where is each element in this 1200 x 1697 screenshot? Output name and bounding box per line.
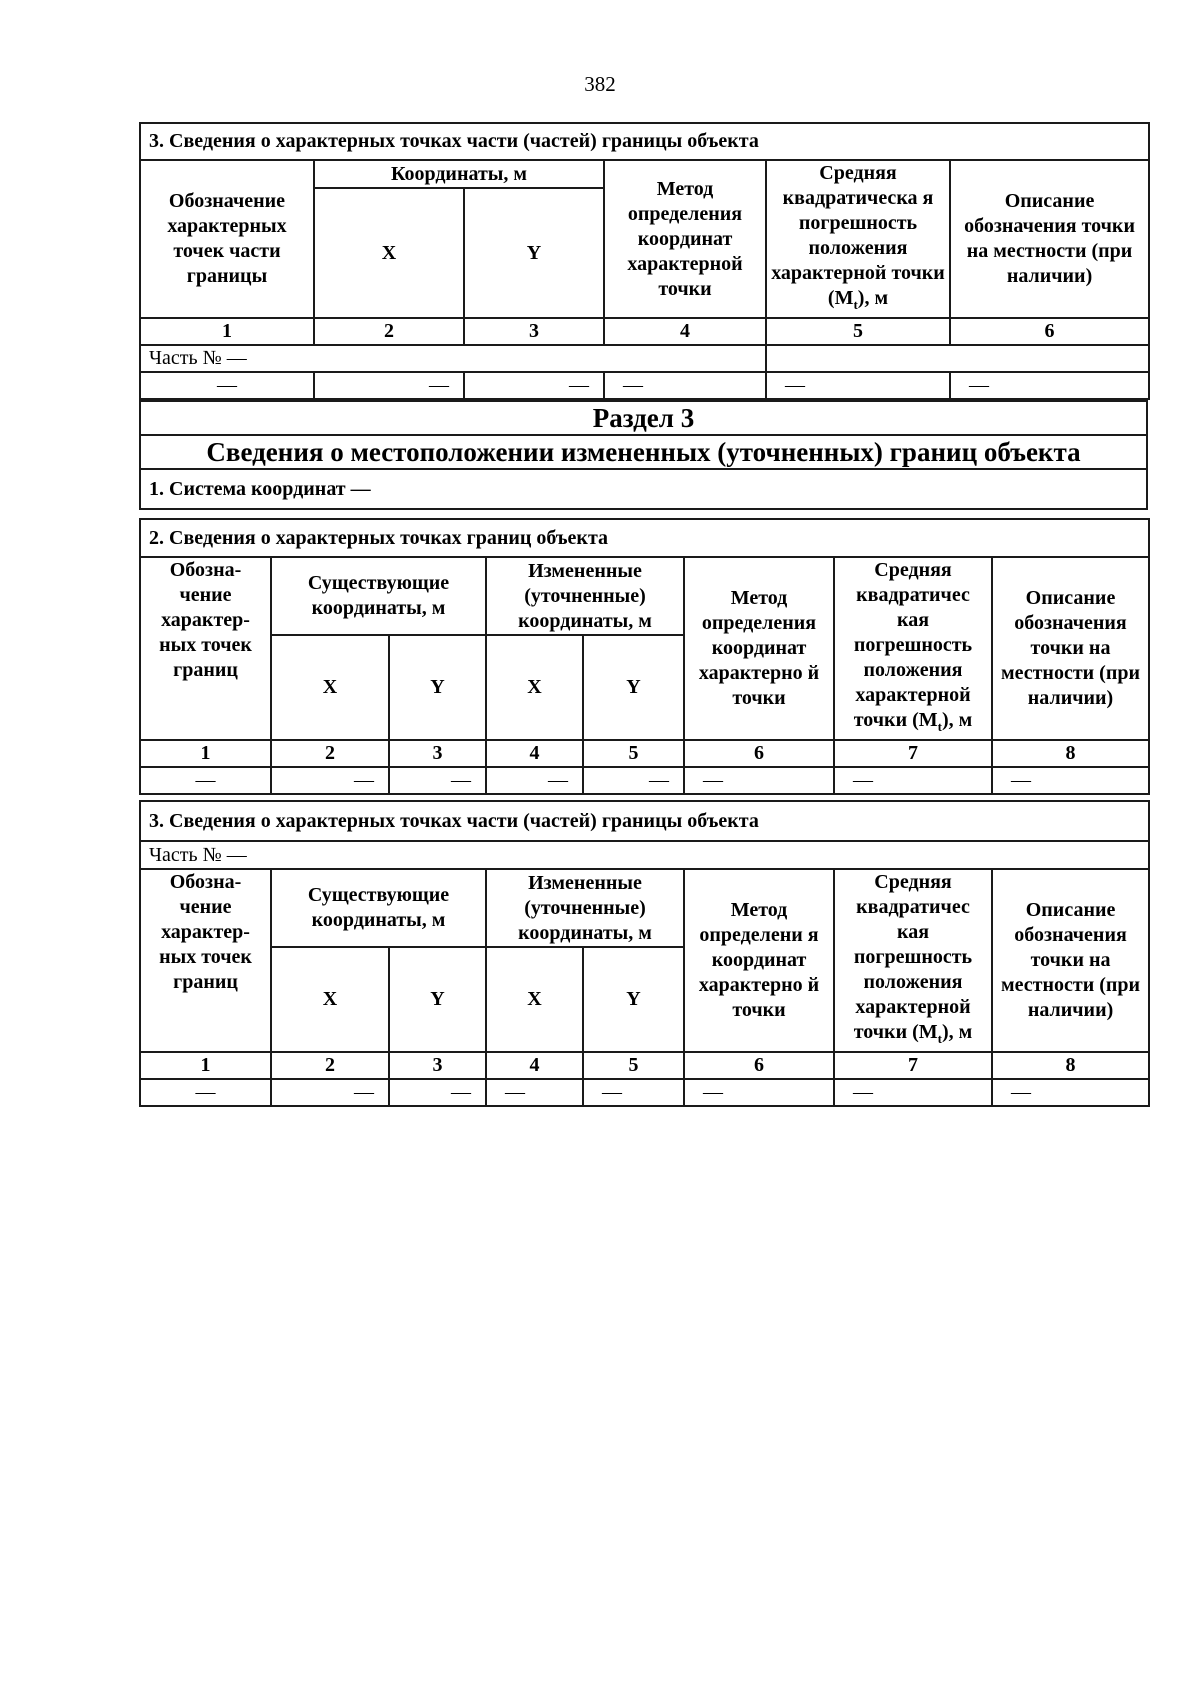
method-header: Метод определени я координат характерно й точки <box>684 869 834 1052</box>
block-title: 3. Сведения о характерных точках части (частей) границы объекта <box>140 123 1149 160</box>
changed-coords-header: Измененные (уточненные) координаты, м <box>486 869 684 947</box>
page-number: 382 <box>584 72 616 96</box>
col-number: 7 <box>834 1052 992 1079</box>
part-boundary-points-table <box>139 800 1150 1107</box>
dash-cell: — <box>604 372 766 399</box>
col-number: 3 <box>464 318 604 345</box>
coords-header: Координаты, м <box>314 160 604 188</box>
x-header: X <box>314 188 464 318</box>
part-label: Часть № — <box>140 345 766 372</box>
dash-cell: — <box>766 372 950 399</box>
dash-cell: — <box>992 767 1149 794</box>
col-number: 3 <box>389 1052 486 1079</box>
changed-coords-header: Измененные (уточненные) координаты, м <box>486 557 684 635</box>
designation-header: Обозна-чение характер-ных точек границ <box>140 557 271 740</box>
dash-cell: — <box>314 372 464 399</box>
col-number: 5 <box>583 740 684 767</box>
col-number: 3 <box>389 740 486 767</box>
dash-cell: — <box>271 1079 389 1106</box>
dash-cell: — <box>486 767 583 794</box>
dash-cell: — <box>389 767 486 794</box>
col-number: 7 <box>834 740 992 767</box>
part-points-table-block <box>139 122 1148 400</box>
dash-cell: — <box>992 1079 1149 1106</box>
dash-cell: — <box>834 767 992 794</box>
existing-coords-header: Существующие координаты, м <box>271 557 486 635</box>
dash-cell: — <box>684 1079 834 1106</box>
description-header: Описание обозначения точки на местности (при наличии) <box>992 869 1149 1052</box>
col-number: 4 <box>486 740 583 767</box>
part-label: Часть № — <box>140 841 1149 869</box>
designation-header: Обозна-чение характер-ных точек границ <box>140 869 271 1052</box>
col-number: 8 <box>992 1052 1149 1079</box>
error-header: Средняя квадратичес кая погрешность положения характерной точки $(M_t)$, м <box>834 557 992 740</box>
col-number: 6 <box>684 1052 834 1079</box>
dash-cell: — <box>464 372 604 399</box>
boundary-points-table <box>139 518 1150 795</box>
dash-cell: — <box>684 767 834 794</box>
part-empty-cell <box>766 345 1149 372</box>
description-header: Описание обозначения точки на местности (при наличии) <box>950 160 1149 318</box>
dash-cell: — <box>140 1079 271 1106</box>
designation-header: Обозначение характерных точек части границы <box>140 160 314 318</box>
section-subtitle: Сведения о местоположении измененных (уточненных) границ объекта <box>140 435 1147 469</box>
y-header: Y <box>464 188 604 318</box>
changed-x-header: X <box>486 947 583 1052</box>
existing-y-header: Y <box>389 635 486 740</box>
dash-cell: — <box>140 372 314 399</box>
coord-system-label: 1. Система координат — <box>140 469 1147 509</box>
col-number: 6 <box>950 318 1149 345</box>
col-number: 4 <box>486 1052 583 1079</box>
section-title: Раздел 3 <box>140 401 1147 435</box>
block-title: 3. Сведения о характерных точках части (частей) границы объекта <box>140 801 1149 841</box>
dash-cell: — <box>583 767 684 794</box>
error-header: Средняя квадратическа я погрешность положения характерной точки $(M_t)$, м <box>766 160 950 318</box>
col-number: 8 <box>992 740 1149 767</box>
error-header: Средняя квадратичес кая погрешность положения характерной точки $(M_t)$, м <box>834 869 992 1052</box>
col-number: 1 <box>140 318 314 345</box>
boundary-points-table-block <box>139 518 1148 795</box>
part-points-table <box>139 122 1150 400</box>
existing-y-header: Y <box>389 947 486 1052</box>
dash-cell: — <box>140 767 271 794</box>
dash-cell: — <box>389 1079 486 1106</box>
changed-x-header: X <box>486 635 583 740</box>
changed-y-header: Y <box>583 947 684 1052</box>
section-3-block <box>139 400 1148 510</box>
existing-x-header: X <box>271 635 389 740</box>
col-number: 5 <box>583 1052 684 1079</box>
col-number: 1 <box>140 740 271 767</box>
existing-coords-header: Существующие координаты, м <box>271 869 486 947</box>
description-header: Описание обозначения точки на местности (при наличии) <box>992 557 1149 740</box>
dash-cell: — <box>271 767 389 794</box>
col-number: 1 <box>140 1052 271 1079</box>
dash-cell: — <box>950 372 1149 399</box>
col-number: 2 <box>271 1052 389 1079</box>
section-3-header-table <box>139 400 1148 510</box>
block-title: 2. Сведения о характерных точках границ объекта <box>140 519 1149 557</box>
existing-x-header: X <box>271 947 389 1052</box>
method-header: Метод определения координат характерно й точки <box>684 557 834 740</box>
changed-y-header: Y <box>583 635 684 740</box>
dash-cell: — <box>583 1079 684 1106</box>
col-number: 2 <box>271 740 389 767</box>
dash-cell: — <box>486 1079 583 1106</box>
col-number: 5 <box>766 318 950 345</box>
method-header: Метод определения координат характерной точки <box>604 160 766 318</box>
part-boundary-points-table-block <box>139 800 1148 1107</box>
col-number: 6 <box>684 740 834 767</box>
dash-cell: — <box>834 1079 992 1106</box>
col-number: 2 <box>314 318 464 345</box>
col-number: 4 <box>604 318 766 345</box>
